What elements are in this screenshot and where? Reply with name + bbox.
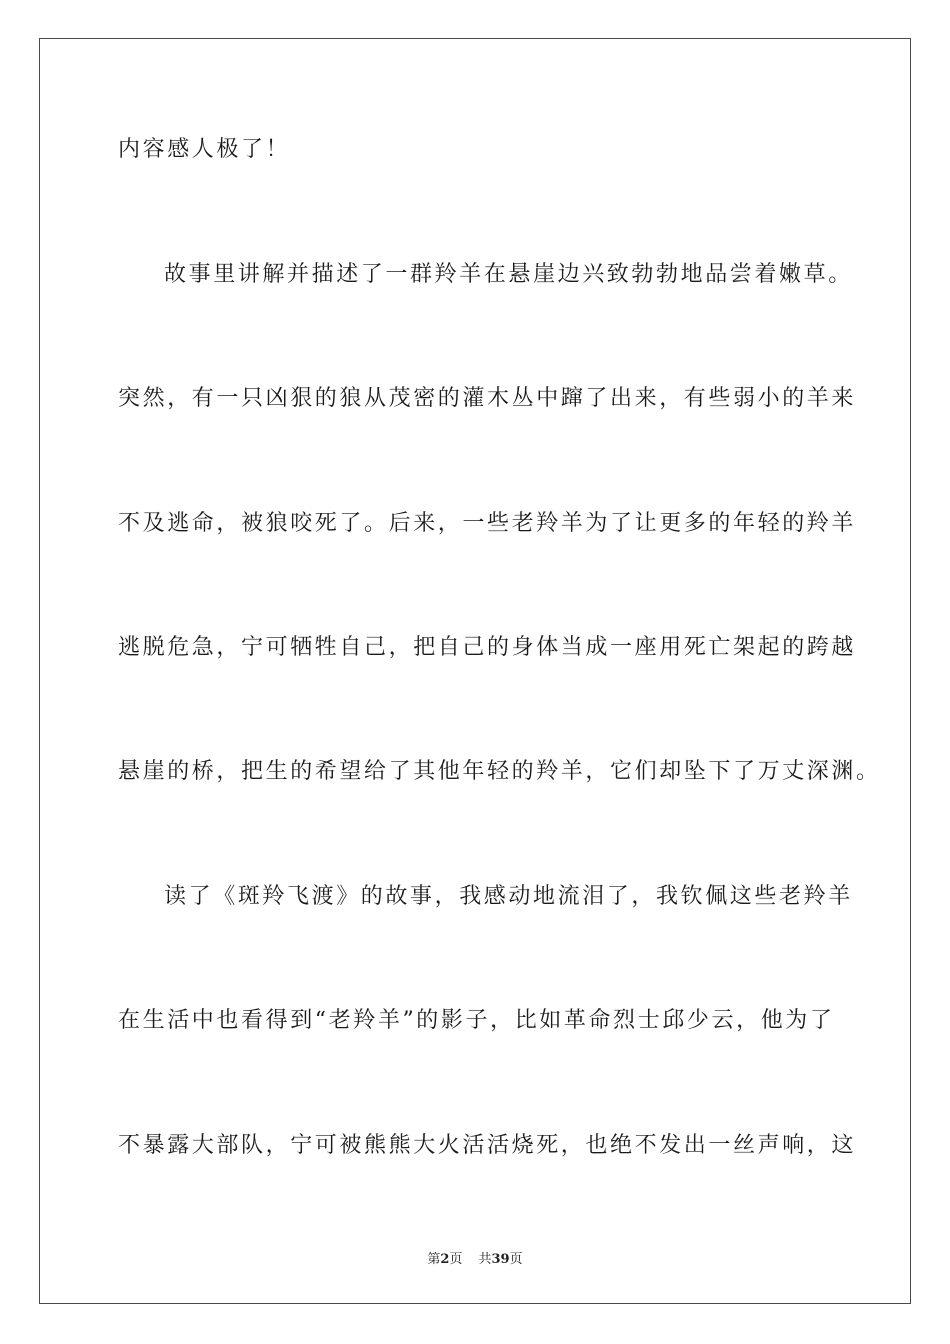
- text-line-8: 在生活中也看得到“老羚羊”的影子，比如革命烈士邱少云，他为了: [118, 1008, 835, 1033]
- page-footer: [0, 1248, 950, 1267]
- total-prefix: 共: [478, 1252, 492, 1267]
- text-line-7: 读了《斑羚飞渡》的故事，我感动地流泪了，我钦佩这些老羚羊: [164, 884, 853, 909]
- text-line-1: 内容感人极了！: [118, 137, 291, 162]
- text-line-2: 故事里讲解并描述了一群羚羊在悬崖边兴致勃勃地品尝着嫩草。: [164, 262, 853, 287]
- text-line-5: 逃脱危急，宁可牺牲自己，把自己的身体当成一座用死亡架起的跨越: [118, 635, 857, 660]
- text-line-6: 悬崖的桥，把生的希望给了其他年轻的羚羊，它们却坠下了万丈深渊。: [118, 759, 881, 784]
- total-suffix: 页: [509, 1252, 523, 1267]
- total-pages: 39: [491, 1252, 510, 1267]
- text-line-4: 不及逃命，被狼咬死了。后来，一些老羚羊为了让更多的年轻的羚羊: [118, 511, 857, 536]
- page-number: 2: [440, 1252, 450, 1267]
- text-line-9: 不暴露大部队，宁可被熊熊大火活活烧死，也绝不发出一丝声响，这: [118, 1133, 857, 1158]
- page-suffix: 页: [449, 1252, 463, 1267]
- page-border: [39, 38, 911, 1304]
- text-line-3: 突然，有一只凶狠的狼从茂密的灌木丛中蹿了出来，有些弱小的羊来: [118, 386, 857, 411]
- page-prefix: 第: [427, 1252, 441, 1267]
